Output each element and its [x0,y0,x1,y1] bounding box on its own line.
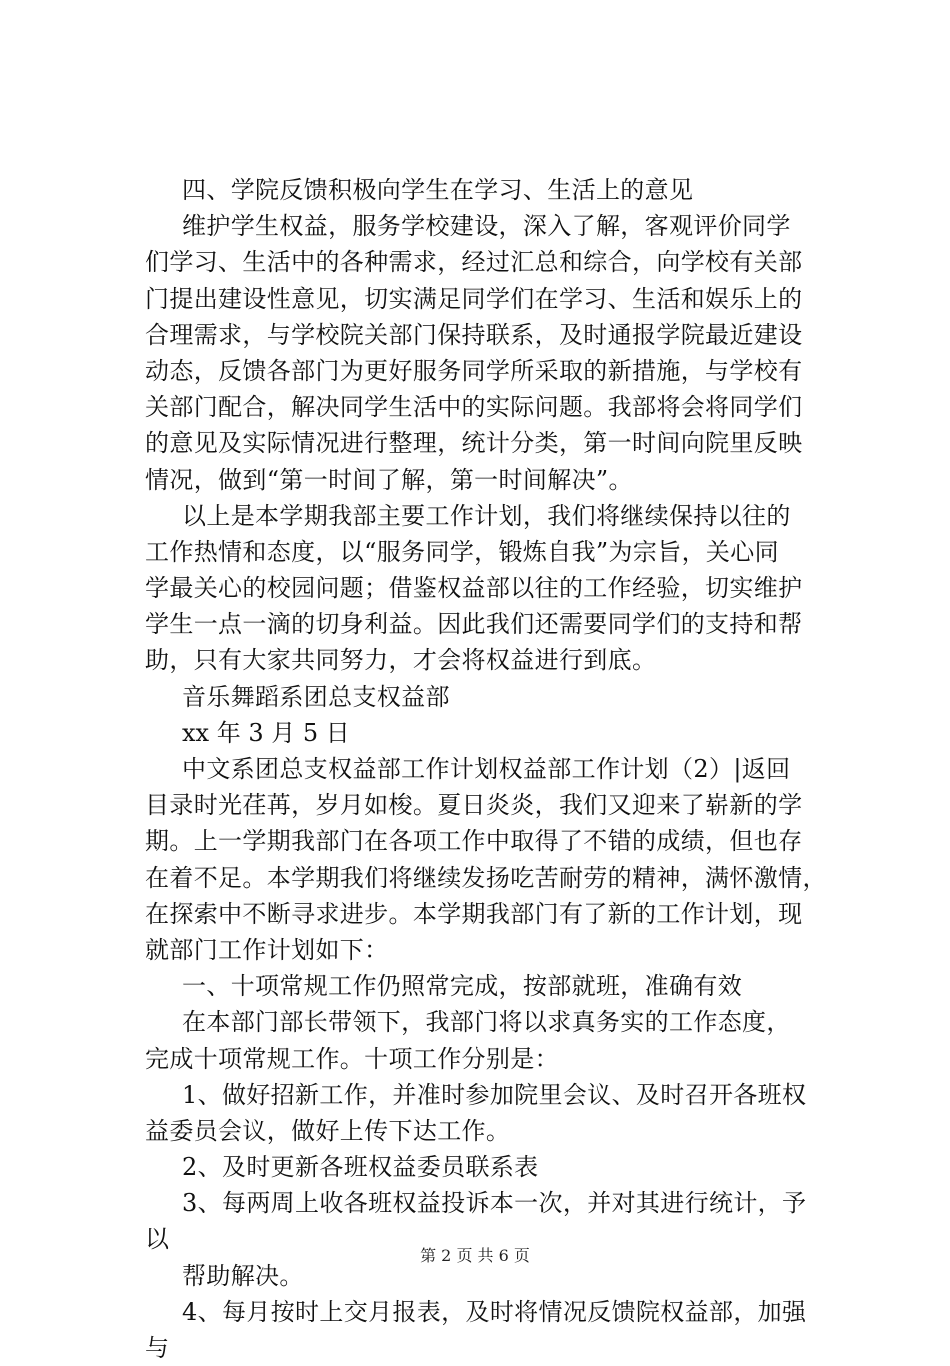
paragraph-line: 中文系团总支权益部工作计划权益部工作计划（2）|返回 [182,755,791,783]
paragraph-line: 关部门配合，解决同学生活中的实际问题。我部将会将同学们 [145,393,803,422]
paragraph-line: 情况，做到“第一时间了解，第一时间解决”。 [145,465,633,494]
paragraph-line: 期。上一学期我部门在各项工作中取得了不错的成绩，但也存 [145,827,803,856]
list-item: 2、及时更新各班权益委员联系表 [182,1153,539,1182]
signature-date: xx 年 3 月 5 日 [182,718,350,747]
paragraph-line: 动态，反馈各部门为更好服务同学所采取的新措施，与学校有 [145,356,803,385]
paragraph-line: 在着不足。本学期我们将继续发扬吃苦耐劳的精神，满怀激情， [145,863,827,892]
paragraph-line: 助，只有大家共同努力，才会将权益进行到底。 [145,646,657,675]
list-item-continuation: 帮助解决。 [182,1261,304,1290]
paragraph-line: 工作热情和态度，以“服务同学，锻炼自我”为宗旨，关心同 [145,537,779,566]
list-item-continuation: 以 [145,1225,170,1254]
list-item: 4、每月按时上交月报表，及时将情况反馈院权益部，加强 [182,1297,807,1326]
document-body [145,172,845,1366]
list-item-continuation: 与 [145,1334,170,1362]
page-number-footer: 第 2 页 共 6 页 [420,1246,530,1265]
paragraph-line: 学生一点一滴的切身利益。因此我们还需要同学们的支持和帮 [145,610,803,639]
list-item-continuation: 益委员会议，做好上传下达工作。 [145,1116,511,1145]
section-heading-1: 一、十项常规工作仍照常完成，按部就班，准确有效 [182,972,743,1001]
section-heading-4: 四、学院反馈积极向学生在学习、生活上的意见 [182,176,694,204]
signature-department: 音乐舞蹈系团总支权益部 [182,682,450,711]
paragraph-line: 们学习、生活中的各种需求，经过汇总和综合，向学校有关部 [145,248,803,277]
paragraph-line: 完成十项常规工作。十项工作分别是： [145,1044,559,1073]
list-item: 3、每两周上收各班权益投诉本一次，并对其进行统计，予 [182,1189,807,1218]
paragraph-line: 就部门工作计划如下： [145,935,389,964]
paragraph-line: 目录时光荏苒，岁月如梭。夏日炎炎，我们又迎来了崭新的学 [145,791,803,820]
paragraph-line: 维护学生权益，服务学校建设，深入了解，客观评价同学 [182,212,791,241]
paragraph-line: 在探索中不断寻求进步。本学期我部门有了新的工作计划，现 [145,899,803,928]
paragraph-line: 学最关心的校园问题；借鉴权益部以往的工作经验，切实维护 [145,574,803,603]
paragraph-line: 的意见及实际情况进行整理，统计分类，第一时间向院里反映 [145,429,803,458]
paragraph-line: 合理需求，与学校院关部门保持联系，及时通报学院最近建设 [145,320,803,349]
paragraph-line: 门提出建设性意见，切实满足同学们在学习、生活和娱乐上的 [145,284,803,313]
list-item: 1、做好招新工作，并准时参加院里会议、及时召开各班权 [182,1080,807,1109]
paragraph-line: 以上是本学期我部主要工作计划，我们将继续保持以往的 [182,501,791,530]
paragraph-line: 在本部门部长带领下，我部门将以求真务实的工作态度， [182,1008,791,1037]
